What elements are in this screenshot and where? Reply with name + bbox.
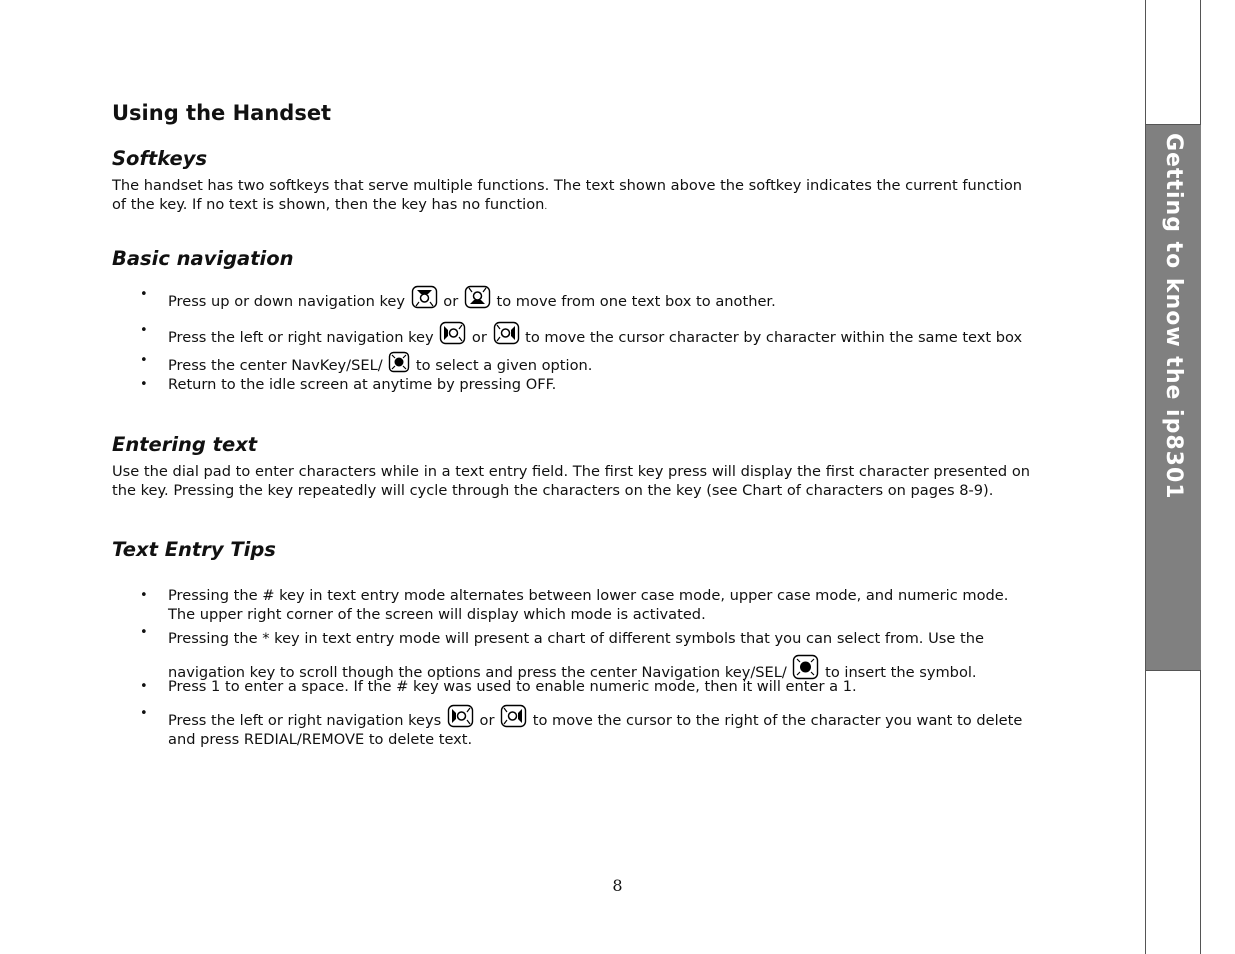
list-item (112, 677, 1030, 696)
bullet-dot: • (140, 377, 148, 392)
entering-text-heading: Entering text (112, 433, 258, 456)
nav-center-select-icon (388, 351, 410, 373)
list-item (112, 285, 1030, 311)
item-text-after: to select a given option. (415, 357, 593, 374)
nav-left-key-icon (439, 321, 466, 345)
item-or: or (479, 712, 495, 729)
list-item (112, 351, 1030, 375)
item-text-before: Press the left or right navigation key (168, 329, 434, 346)
nav-up-key-icon (411, 285, 438, 309)
softkeys-period: . (544, 202, 548, 212)
page-number: 8 (612, 876, 623, 895)
page-title: Using the Handset (112, 101, 332, 125)
bullet-dot: • (140, 287, 148, 302)
softkeys-heading: Softkeys (112, 147, 208, 170)
nav-right-key-icon (493, 321, 520, 345)
bullet-dot: • (140, 323, 148, 338)
item-text: Press 1 to enter a space. If the # key was used to enable numeric mode, then it will enter a 1. (168, 678, 857, 695)
nav-left-key-icon (447, 704, 474, 728)
chapter-side-tab (1146, 124, 1201, 671)
bullet-dot: • (140, 353, 148, 368)
item-text: Pressing the # key in text entry mode alternates between lower case mode, upper case mode, and numeric mode. The upper right corner of the screen will display which mode is activated. (168, 587, 1009, 623)
item-text-after: to move the cursor character by character within the same text box (525, 329, 1023, 346)
list-item (112, 586, 1030, 624)
item-text-before: Press the left or right navigation keys (168, 712, 442, 729)
item-text-before: Press up or down navigation key (168, 293, 406, 310)
bullet-dot: • (140, 706, 148, 721)
softkeys-text: The handset has two softkeys that serve multiple functions. The text shown above the softkey indicates the current function of the key. If no text is shown, then the key has no function (112, 177, 1022, 213)
basic-navigation-heading: Basic navigation (112, 247, 294, 270)
basic-navigation-list (112, 285, 1030, 394)
item-text-after: to move the cursor to the right of the character you want to delete and press REDIAL/REMOVE to delete text. (168, 712, 1023, 748)
text-entry-tips-heading: Text Entry Tips (112, 538, 276, 561)
item-text-after: to insert the symbol. (825, 664, 977, 681)
nav-down-key-icon (464, 285, 491, 309)
item-or: or (471, 329, 487, 346)
item-text-after: to move from one text box to another. (496, 293, 776, 310)
softkeys-paragraph (112, 176, 1030, 217)
entering-text-paragraph: Use the dial pad to enter characters while in a text entry field. The first key press will display the first character presented on the key. Pressing the key repeatedly will cycle through the characters on the key (see Chart of characters on pages 8-9). (112, 463, 1030, 499)
bullet-dot: • (140, 679, 148, 694)
text-entry-tips-list (112, 586, 1030, 749)
item-text: Return to the idle screen at anytime by pressing OFF. (168, 376, 557, 393)
item-text-before: Press the center NavKey/SEL/ (168, 357, 383, 374)
list-item (112, 375, 1030, 394)
list-item (112, 704, 1030, 749)
nav-right-key-icon (500, 704, 527, 728)
bullet-dot: • (140, 588, 148, 603)
list-item (112, 321, 1030, 347)
item-text-before: Pressing the * key in text entry mode will present a chart of different symbols that you can select from. Use the navigation key to scroll though the options and press the center Navigation key/SEL/ (168, 630, 984, 681)
bullet-dot: • (140, 625, 148, 640)
chapter-side-tab-label: Getting to know the ip8301 (1161, 133, 1186, 500)
item-or: or (443, 293, 459, 310)
